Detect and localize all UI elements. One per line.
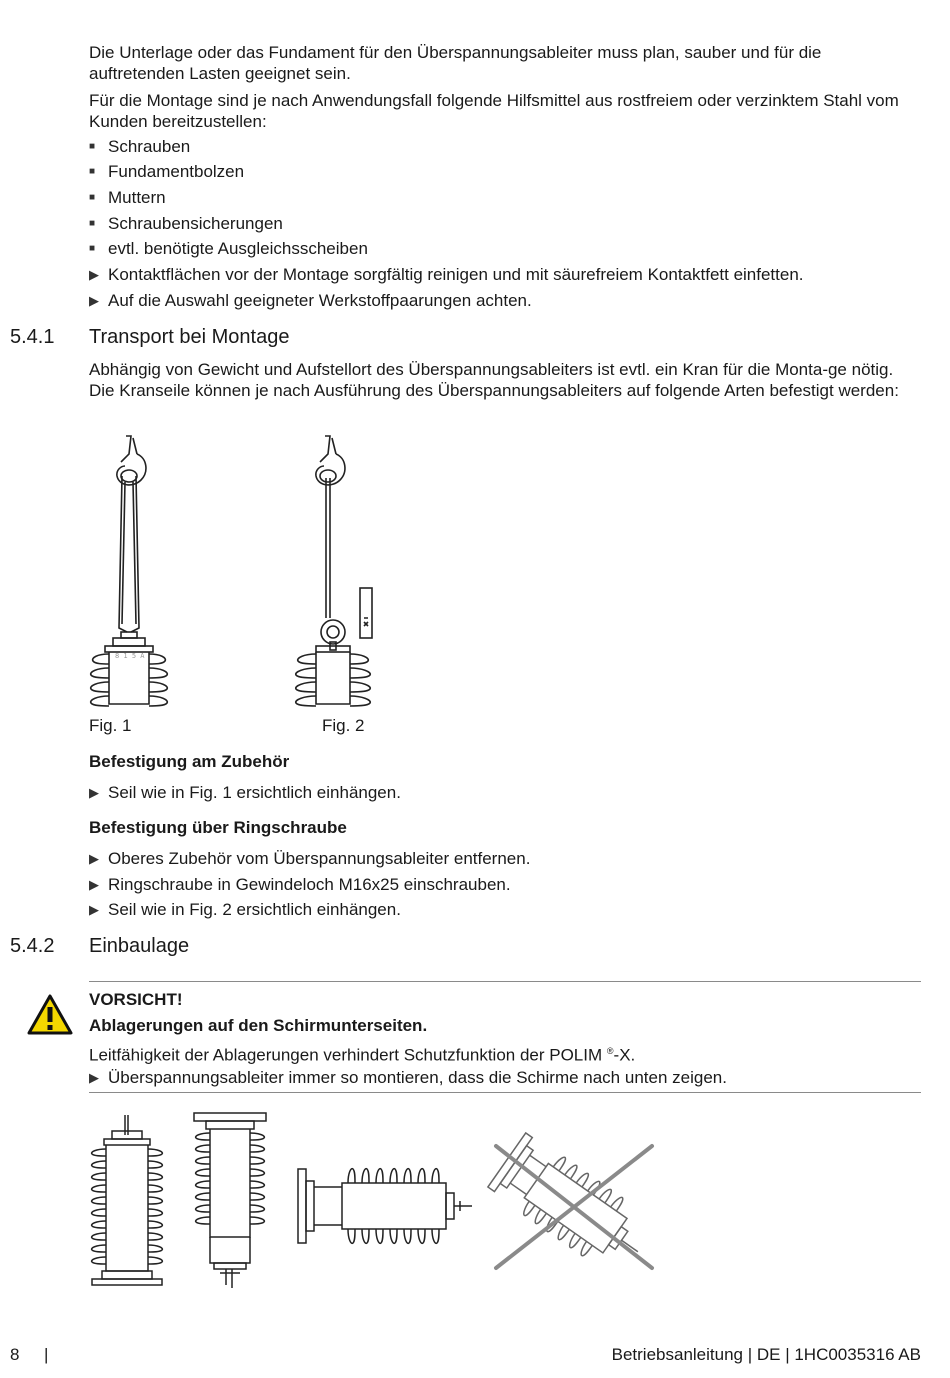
step-arrow-icon: ▶ bbox=[89, 877, 99, 892]
subheading-eyebolt: Befestigung über Ringschraube bbox=[89, 818, 347, 837]
intro-paragraph-1: Die Unterlage oder das Fundament für den Überspannungsableiter muss plan, sauber und für die auftretenden Lasten geeignet sein. bbox=[89, 43, 822, 83]
warning-bottom-rule bbox=[89, 1092, 921, 1093]
bullet-square-icon: ■ bbox=[89, 192, 96, 203]
step-arrow-icon: ▶ bbox=[89, 902, 99, 917]
warning-top-rule bbox=[89, 981, 921, 982]
cross-out-icon bbox=[496, 1146, 652, 1268]
bullet-square-icon: ■ bbox=[89, 218, 96, 229]
step-arrow-icon: ▶ bbox=[89, 267, 99, 282]
page-number: 8 bbox=[10, 1345, 20, 1364]
instruction-step: ▶ Überspannungsableiter immer so montieren, dass die Schirme nach unten zeigen. bbox=[89, 1068, 727, 1087]
list-item: ■ Muttern bbox=[89, 188, 166, 207]
warning-text: Leitfähigkeit der Ablagerungen verhindert Schutzfunktion der POLIM ®-X. bbox=[89, 1045, 636, 1065]
instruction-step: ▶ Auf die Auswahl geeigneter Werkstoffpaarungen achten. bbox=[89, 291, 532, 310]
footer-separator: | bbox=[44, 1345, 49, 1364]
warning-headline: Ablagerungen auf den Schirmunterseiten. bbox=[89, 1016, 428, 1035]
warning-signal-word: VORSICHT! bbox=[89, 990, 183, 1009]
intro-paragraph-2: Für die Montage sind je nach Anwendungsfall folgende Hilfsmittel aus rostfreiem oder verzinktem Stahl vom Kunden bereitzustellen: bbox=[89, 91, 899, 131]
registered-mark: ® bbox=[606, 1046, 614, 1056]
subheading-accessory: Befestigung am Zubehör bbox=[89, 752, 290, 771]
section-number: 5.4.1 bbox=[10, 326, 55, 348]
figure-2-caption: Fig. 2 bbox=[322, 716, 365, 735]
list-item: ■ evtl. benötigte Ausgleichsscheiben bbox=[89, 239, 368, 258]
figure-2-illustration bbox=[290, 432, 390, 710]
bullet-square-icon: ■ bbox=[89, 166, 96, 177]
footer-document-id: Betriebsanleitung | DE | 1HC0035316 AB bbox=[611, 1345, 921, 1364]
figure-1-illustration bbox=[85, 432, 185, 710]
bullet-square-icon: ■ bbox=[89, 141, 96, 152]
step-arrow-icon: ▶ bbox=[89, 1070, 99, 1085]
instruction-step: ▶ Oberes Zubehör vom Überspannungsableiter entfernen. bbox=[89, 849, 531, 868]
section-number: 5.4.2 bbox=[10, 935, 55, 957]
warning-triangle-icon bbox=[27, 994, 73, 1036]
section-paragraph: Abhängig von Gewicht und Aufstellort des Überspannungsableiters ist evtl. ein Kran für die Monta-ge nötig. Die Kranseile können je nach Ausführung des Überspannungsableiters auf folgende Arten befestigt werden: bbox=[89, 360, 899, 400]
svg-text:8 1 5 A: 8 1 5 A bbox=[115, 652, 145, 660]
step-arrow-icon: ▶ bbox=[89, 785, 99, 800]
figure-1-caption: Fig. 1 bbox=[89, 716, 132, 735]
bullet-square-icon: ■ bbox=[89, 243, 96, 254]
step-arrow-icon: ▶ bbox=[89, 293, 99, 308]
arrester-suspended-illustration bbox=[190, 1113, 270, 1290]
instruction-step: ▶ Kontaktflächen vor der Montage sorgfältig reinigen und mit säurefreiem Kontaktfett einfetten. bbox=[89, 265, 804, 284]
list-item: ■ Schraubensicherungen bbox=[89, 214, 283, 233]
section-title: Einbaulage bbox=[89, 935, 190, 957]
instruction-step: ▶ Seil wie in Fig. 2 ersichtlich einhängen. bbox=[89, 900, 401, 919]
section-title: Transport bei Montage bbox=[89, 326, 290, 348]
arrester-upright-illustration bbox=[88, 1115, 166, 1290]
instruction-step: ▶ Ringschraube in Gewindeloch M16x25 einschrauben. bbox=[89, 875, 511, 894]
list-item: ■ Fundamentbolzen bbox=[89, 162, 245, 181]
arrester-horizontal-illustration bbox=[296, 1165, 476, 1247]
arrester-wrong-orientation-illustration bbox=[488, 1140, 660, 1275]
list-item: ■ Schrauben bbox=[89, 137, 191, 156]
instruction-step: ▶ Seil wie in Fig. 1 ersichtlich einhängen. bbox=[89, 783, 401, 802]
step-arrow-icon: ▶ bbox=[89, 851, 99, 866]
